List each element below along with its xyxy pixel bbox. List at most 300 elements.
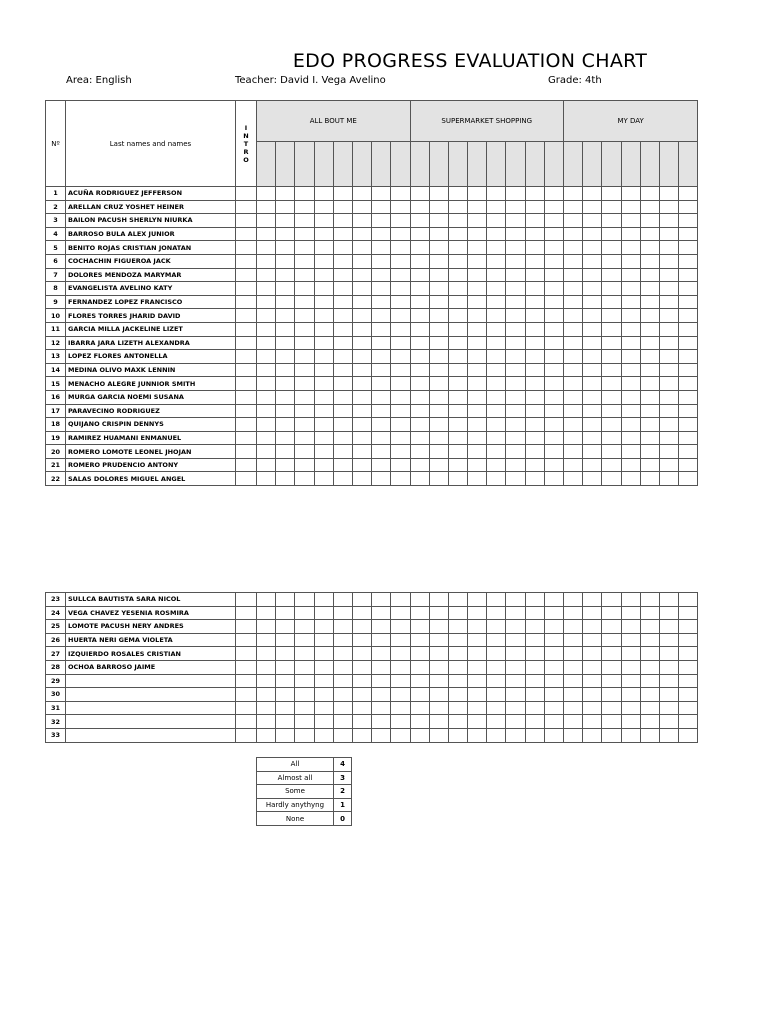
score-cell[interactable] — [448, 254, 467, 268]
score-cell[interactable] — [257, 214, 276, 228]
score-cell[interactable] — [429, 688, 448, 702]
score-cell[interactable] — [372, 647, 391, 661]
score-cell[interactable] — [487, 200, 506, 214]
score-cell[interactable] — [276, 620, 295, 634]
intro-score-cell[interactable] — [236, 674, 257, 688]
score-cell[interactable] — [640, 187, 659, 201]
score-cell[interactable] — [525, 418, 544, 432]
score-cell[interactable] — [544, 322, 563, 336]
score-cell[interactable] — [391, 715, 410, 729]
score-cell[interactable] — [506, 336, 525, 350]
score-cell[interactable] — [679, 458, 698, 472]
score-cell[interactable] — [506, 445, 525, 459]
score-cell[interactable] — [314, 254, 333, 268]
score-cell[interactable] — [372, 254, 391, 268]
score-cell[interactable] — [429, 241, 448, 255]
score-cell[interactable] — [448, 701, 467, 715]
score-cell[interactable] — [544, 647, 563, 661]
score-cell[interactable] — [659, 309, 678, 323]
score-cell[interactable] — [506, 633, 525, 647]
score-cell[interactable] — [372, 214, 391, 228]
score-cell[interactable] — [314, 715, 333, 729]
intro-score-cell[interactable] — [236, 633, 257, 647]
score-cell[interactable] — [506, 404, 525, 418]
score-cell[interactable] — [391, 363, 410, 377]
score-cell[interactable] — [506, 606, 525, 620]
score-cell[interactable] — [602, 633, 621, 647]
score-cell[interactable] — [564, 350, 583, 364]
score-cell[interactable] — [276, 633, 295, 647]
score-cell[interactable] — [487, 701, 506, 715]
score-cell[interactable] — [487, 363, 506, 377]
score-cell[interactable] — [314, 404, 333, 418]
score-cell[interactable] — [679, 268, 698, 282]
score-cell[interactable] — [679, 647, 698, 661]
score-cell[interactable] — [564, 404, 583, 418]
score-cell[interactable] — [621, 254, 640, 268]
score-cell[interactable] — [276, 458, 295, 472]
score-cell[interactable] — [640, 363, 659, 377]
score-cell[interactable] — [621, 187, 640, 201]
score-cell[interactable] — [333, 295, 352, 309]
score-cell[interactable] — [276, 295, 295, 309]
score-cell[interactable] — [257, 647, 276, 661]
score-cell[interactable] — [525, 282, 544, 296]
score-cell[interactable] — [468, 633, 487, 647]
score-cell[interactable] — [333, 445, 352, 459]
score-cell[interactable] — [583, 606, 602, 620]
score-cell[interactable] — [468, 350, 487, 364]
score-cell[interactable] — [640, 418, 659, 432]
score-cell[interactable] — [544, 350, 563, 364]
score-cell[interactable] — [391, 660, 410, 674]
score-cell[interactable] — [659, 660, 678, 674]
score-cell[interactable] — [583, 295, 602, 309]
score-cell[interactable] — [602, 227, 621, 241]
score-cell[interactable] — [448, 606, 467, 620]
score-cell[interactable] — [525, 350, 544, 364]
score-cell[interactable] — [487, 404, 506, 418]
score-cell[interactable] — [544, 728, 563, 742]
score-cell[interactable] — [659, 254, 678, 268]
score-cell[interactable] — [352, 214, 371, 228]
score-cell[interactable] — [295, 309, 314, 323]
score-cell[interactable] — [429, 350, 448, 364]
score-cell[interactable] — [410, 322, 429, 336]
score-cell[interactable] — [602, 674, 621, 688]
score-cell[interactable] — [352, 336, 371, 350]
intro-score-cell[interactable] — [236, 282, 257, 296]
score-cell[interactable] — [372, 268, 391, 282]
score-cell[interactable] — [352, 472, 371, 486]
score-cell[interactable] — [564, 227, 583, 241]
score-cell[interactable] — [448, 715, 467, 729]
score-cell[interactable] — [295, 363, 314, 377]
score-cell[interactable] — [276, 606, 295, 620]
score-cell[interactable] — [391, 674, 410, 688]
score-cell[interactable] — [564, 377, 583, 391]
score-cell[interactable] — [506, 187, 525, 201]
intro-score-cell[interactable] — [236, 606, 257, 620]
score-cell[interactable] — [372, 593, 391, 607]
score-cell[interactable] — [468, 660, 487, 674]
score-cell[interactable] — [468, 458, 487, 472]
score-cell[interactable] — [487, 214, 506, 228]
score-cell[interactable] — [640, 322, 659, 336]
score-cell[interactable] — [372, 377, 391, 391]
score-cell[interactable] — [544, 404, 563, 418]
score-cell[interactable] — [257, 309, 276, 323]
score-cell[interactable] — [544, 241, 563, 255]
score-cell[interactable] — [429, 254, 448, 268]
score-cell[interactable] — [621, 363, 640, 377]
score-cell[interactable] — [506, 660, 525, 674]
score-cell[interactable] — [544, 363, 563, 377]
intro-score-cell[interactable] — [236, 620, 257, 634]
score-cell[interactable] — [429, 187, 448, 201]
score-cell[interactable] — [276, 350, 295, 364]
score-cell[interactable] — [314, 390, 333, 404]
score-cell[interactable] — [372, 633, 391, 647]
score-cell[interactable] — [640, 647, 659, 661]
score-cell[interactable] — [544, 418, 563, 432]
score-cell[interactable] — [410, 728, 429, 742]
score-cell[interactable] — [564, 458, 583, 472]
score-cell[interactable] — [659, 404, 678, 418]
score-cell[interactable] — [314, 295, 333, 309]
score-cell[interactable] — [257, 445, 276, 459]
score-cell[interactable] — [602, 715, 621, 729]
score-cell[interactable] — [429, 647, 448, 661]
score-cell[interactable] — [602, 445, 621, 459]
score-cell[interactable] — [372, 418, 391, 432]
score-cell[interactable] — [583, 254, 602, 268]
score-cell[interactable] — [429, 282, 448, 296]
score-cell[interactable] — [659, 322, 678, 336]
score-cell[interactable] — [448, 445, 467, 459]
score-cell[interactable] — [448, 322, 467, 336]
score-cell[interactable] — [314, 647, 333, 661]
score-cell[interactable] — [372, 431, 391, 445]
score-cell[interactable] — [659, 418, 678, 432]
score-cell[interactable] — [429, 606, 448, 620]
score-cell[interactable] — [621, 268, 640, 282]
score-cell[interactable] — [544, 254, 563, 268]
score-cell[interactable] — [602, 268, 621, 282]
score-cell[interactable] — [487, 241, 506, 255]
score-cell[interactable] — [295, 350, 314, 364]
score-cell[interactable] — [506, 458, 525, 472]
score-cell[interactable] — [448, 336, 467, 350]
score-cell[interactable] — [564, 445, 583, 459]
score-cell[interactable] — [276, 241, 295, 255]
score-cell[interactable] — [257, 728, 276, 742]
score-cell[interactable] — [602, 336, 621, 350]
score-cell[interactable] — [640, 268, 659, 282]
score-cell[interactable] — [659, 363, 678, 377]
score-cell[interactable] — [410, 593, 429, 607]
score-cell[interactable] — [429, 660, 448, 674]
score-cell[interactable] — [621, 688, 640, 702]
score-cell[interactable] — [487, 390, 506, 404]
score-cell[interactable] — [429, 472, 448, 486]
score-cell[interactable] — [391, 404, 410, 418]
score-cell[interactable] — [276, 728, 295, 742]
score-cell[interactable] — [506, 227, 525, 241]
intro-score-cell[interactable] — [236, 227, 257, 241]
score-cell[interactable] — [352, 322, 371, 336]
score-cell[interactable] — [583, 214, 602, 228]
score-cell[interactable] — [410, 200, 429, 214]
score-cell[interactable] — [448, 187, 467, 201]
score-cell[interactable] — [468, 200, 487, 214]
score-cell[interactable] — [429, 200, 448, 214]
score-cell[interactable] — [564, 241, 583, 255]
score-cell[interactable] — [659, 200, 678, 214]
score-cell[interactable] — [487, 633, 506, 647]
score-cell[interactable] — [487, 458, 506, 472]
score-cell[interactable] — [506, 688, 525, 702]
intro-score-cell[interactable] — [236, 647, 257, 661]
score-cell[interactable] — [448, 593, 467, 607]
score-cell[interactable] — [564, 390, 583, 404]
score-cell[interactable] — [429, 390, 448, 404]
score-cell[interactable] — [602, 350, 621, 364]
score-cell[interactable] — [276, 377, 295, 391]
score-cell[interactable] — [410, 660, 429, 674]
score-cell[interactable] — [448, 268, 467, 282]
score-cell[interactable] — [544, 227, 563, 241]
score-cell[interactable] — [583, 350, 602, 364]
score-cell[interactable] — [410, 620, 429, 634]
score-cell[interactable] — [525, 472, 544, 486]
score-cell[interactable] — [295, 674, 314, 688]
score-cell[interactable] — [525, 633, 544, 647]
score-cell[interactable] — [352, 390, 371, 404]
score-cell[interactable] — [257, 187, 276, 201]
score-cell[interactable] — [602, 660, 621, 674]
score-cell[interactable] — [372, 445, 391, 459]
score-cell[interactable] — [333, 688, 352, 702]
score-cell[interactable] — [295, 187, 314, 201]
score-cell[interactable] — [468, 593, 487, 607]
score-cell[interactable] — [468, 227, 487, 241]
score-cell[interactable] — [333, 660, 352, 674]
score-cell[interactable] — [295, 241, 314, 255]
score-cell[interactable] — [314, 472, 333, 486]
score-cell[interactable] — [410, 309, 429, 323]
score-cell[interactable] — [448, 633, 467, 647]
score-cell[interactable] — [314, 309, 333, 323]
score-cell[interactable] — [487, 620, 506, 634]
score-cell[interactable] — [448, 295, 467, 309]
score-cell[interactable] — [410, 445, 429, 459]
score-cell[interactable] — [640, 445, 659, 459]
score-cell[interactable] — [525, 728, 544, 742]
score-cell[interactable] — [564, 214, 583, 228]
score-cell[interactable] — [295, 336, 314, 350]
score-cell[interactable] — [410, 418, 429, 432]
score-cell[interactable] — [257, 404, 276, 418]
score-cell[interactable] — [659, 295, 678, 309]
score-cell[interactable] — [679, 445, 698, 459]
score-cell[interactable] — [257, 268, 276, 282]
score-cell[interactable] — [506, 728, 525, 742]
score-cell[interactable] — [352, 688, 371, 702]
score-cell[interactable] — [276, 660, 295, 674]
score-cell[interactable] — [640, 390, 659, 404]
score-cell[interactable] — [659, 377, 678, 391]
score-cell[interactable] — [372, 701, 391, 715]
score-cell[interactable] — [640, 404, 659, 418]
score-cell[interactable] — [276, 431, 295, 445]
score-cell[interactable] — [487, 336, 506, 350]
score-cell[interactable] — [468, 647, 487, 661]
score-cell[interactable] — [544, 472, 563, 486]
score-cell[interactable] — [257, 227, 276, 241]
intro-score-cell[interactable] — [236, 418, 257, 432]
score-cell[interactable] — [429, 445, 448, 459]
score-cell[interactable] — [583, 728, 602, 742]
score-cell[interactable] — [314, 701, 333, 715]
intro-score-cell[interactable] — [236, 377, 257, 391]
score-cell[interactable] — [525, 336, 544, 350]
score-cell[interactable] — [257, 620, 276, 634]
score-cell[interactable] — [295, 701, 314, 715]
score-cell[interactable] — [314, 688, 333, 702]
score-cell[interactable] — [640, 620, 659, 634]
score-cell[interactable] — [352, 404, 371, 418]
score-cell[interactable] — [372, 295, 391, 309]
score-cell[interactable] — [679, 254, 698, 268]
score-cell[interactable] — [295, 404, 314, 418]
score-cell[interactable] — [429, 214, 448, 228]
score-cell[interactable] — [659, 350, 678, 364]
score-cell[interactable] — [679, 377, 698, 391]
score-cell[interactable] — [333, 647, 352, 661]
score-cell[interactable] — [583, 187, 602, 201]
score-cell[interactable] — [372, 187, 391, 201]
score-cell[interactable] — [640, 241, 659, 255]
score-cell[interactable] — [352, 309, 371, 323]
score-cell[interactable] — [429, 701, 448, 715]
score-cell[interactable] — [583, 336, 602, 350]
score-cell[interactable] — [679, 620, 698, 634]
score-cell[interactable] — [257, 282, 276, 296]
score-cell[interactable] — [372, 309, 391, 323]
score-cell[interactable] — [295, 660, 314, 674]
score-cell[interactable] — [372, 404, 391, 418]
score-cell[interactable] — [314, 458, 333, 472]
score-cell[interactable] — [276, 268, 295, 282]
score-cell[interactable] — [679, 715, 698, 729]
score-cell[interactable] — [314, 660, 333, 674]
score-cell[interactable] — [257, 377, 276, 391]
score-cell[interactable] — [506, 309, 525, 323]
score-cell[interactable] — [487, 728, 506, 742]
score-cell[interactable] — [544, 633, 563, 647]
score-cell[interactable] — [333, 404, 352, 418]
score-cell[interactable] — [564, 606, 583, 620]
score-cell[interactable] — [468, 715, 487, 729]
score-cell[interactable] — [564, 322, 583, 336]
score-cell[interactable] — [314, 377, 333, 391]
score-cell[interactable] — [314, 445, 333, 459]
score-cell[interactable] — [429, 268, 448, 282]
score-cell[interactable] — [333, 431, 352, 445]
score-cell[interactable] — [544, 295, 563, 309]
score-cell[interactable] — [544, 187, 563, 201]
score-cell[interactable] — [525, 458, 544, 472]
score-cell[interactable] — [602, 404, 621, 418]
score-cell[interactable] — [295, 728, 314, 742]
score-cell[interactable] — [602, 322, 621, 336]
score-cell[interactable] — [659, 227, 678, 241]
score-cell[interactable] — [295, 445, 314, 459]
score-cell[interactable] — [544, 309, 563, 323]
score-cell[interactable] — [257, 295, 276, 309]
score-cell[interactable] — [352, 728, 371, 742]
score-cell[interactable] — [448, 431, 467, 445]
intro-score-cell[interactable] — [236, 458, 257, 472]
score-cell[interactable] — [468, 728, 487, 742]
score-cell[interactable] — [429, 363, 448, 377]
score-cell[interactable] — [257, 363, 276, 377]
score-cell[interactable] — [659, 214, 678, 228]
score-cell[interactable] — [429, 377, 448, 391]
score-cell[interactable] — [640, 458, 659, 472]
score-cell[interactable] — [468, 295, 487, 309]
score-cell[interactable] — [640, 336, 659, 350]
score-cell[interactable] — [333, 377, 352, 391]
score-cell[interactable] — [468, 620, 487, 634]
score-cell[interactable] — [448, 282, 467, 296]
score-cell[interactable] — [659, 431, 678, 445]
score-cell[interactable] — [659, 593, 678, 607]
score-cell[interactable] — [391, 593, 410, 607]
score-cell[interactable] — [506, 377, 525, 391]
intro-score-cell[interactable] — [236, 431, 257, 445]
score-cell[interactable] — [295, 418, 314, 432]
score-cell[interactable] — [352, 620, 371, 634]
score-cell[interactable] — [352, 363, 371, 377]
score-cell[interactable] — [391, 633, 410, 647]
score-cell[interactable] — [506, 200, 525, 214]
score-cell[interactable] — [295, 593, 314, 607]
score-cell[interactable] — [314, 674, 333, 688]
intro-score-cell[interactable] — [236, 322, 257, 336]
score-cell[interactable] — [372, 336, 391, 350]
score-cell[interactable] — [429, 404, 448, 418]
score-cell[interactable] — [544, 390, 563, 404]
score-cell[interactable] — [352, 633, 371, 647]
score-cell[interactable] — [621, 241, 640, 255]
score-cell[interactable] — [564, 187, 583, 201]
score-cell[interactable] — [487, 322, 506, 336]
score-cell[interactable] — [448, 214, 467, 228]
score-cell[interactable] — [333, 390, 352, 404]
score-cell[interactable] — [333, 728, 352, 742]
score-cell[interactable] — [621, 322, 640, 336]
score-cell[interactable] — [621, 431, 640, 445]
score-cell[interactable] — [583, 322, 602, 336]
score-cell[interactable] — [659, 606, 678, 620]
score-cell[interactable] — [583, 701, 602, 715]
score-cell[interactable] — [583, 390, 602, 404]
score-cell[interactable] — [525, 620, 544, 634]
score-cell[interactable] — [487, 309, 506, 323]
score-cell[interactable] — [679, 295, 698, 309]
